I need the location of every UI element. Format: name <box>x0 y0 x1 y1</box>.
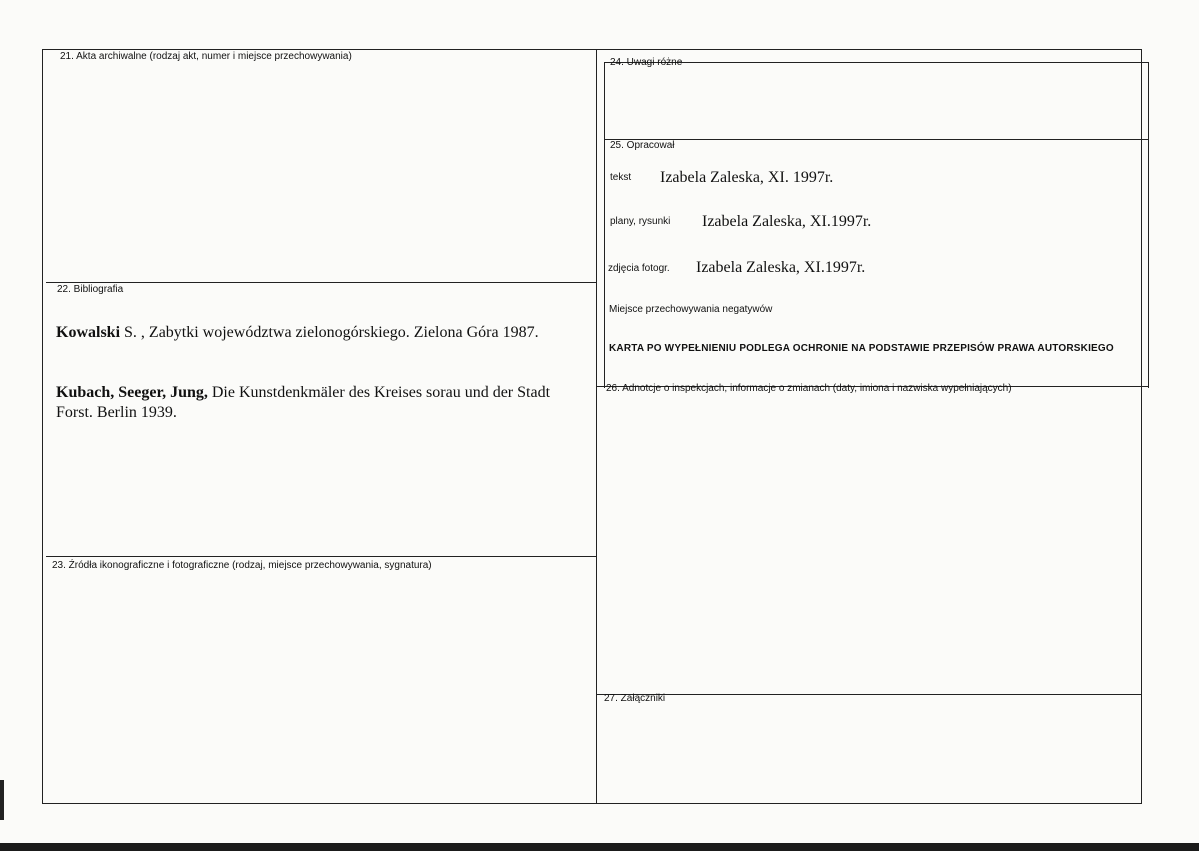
section-27-label: 27. Załączniki <box>604 693 666 704</box>
s26-s27-divider <box>597 694 1142 695</box>
bibliography-text-2: Die Kunstdenkmäler des Kreises sorau und der Stadt <box>207 384 551 401</box>
copyright-notice: KARTA PO WYPEŁNIENIU PODLEGA OCHRONIE NA PODSTAWIE PRZEPISÓW PRAWA AUTORSKIEGO <box>609 343 1114 354</box>
section-26-label: 26. Adnotcje o inspekcjach, informacje o zmianach (daty, imiona i nazwiska wypełniających) <box>606 383 1012 394</box>
tekst-value: Izabela Zaleska, XI. 1997r. <box>660 169 834 186</box>
section-21-label: 21. Akta archiwalne (rodzaj akt, numer i miejsce przechowywania) <box>60 51 352 62</box>
scan-bottom-edge <box>0 843 1199 851</box>
right-column-edge <box>1148 62 1149 388</box>
bibliography-entry-2 <box>56 383 596 423</box>
bibliography-entry-1 <box>56 323 596 343</box>
bibliography-author-1: Kowalski <box>56 324 121 341</box>
plany-value: Izabela Zaleska, XI.1997r. <box>702 213 872 230</box>
right-inner-edge <box>604 62 605 388</box>
column-divider <box>596 49 597 804</box>
section-25-label: 25. Opracował <box>610 140 675 151</box>
section-22-label: 22. Bibliografia <box>57 284 124 295</box>
section-24-label: 24. Uwagi różne <box>610 57 683 68</box>
negatywy-label: Miejsce przechowywania negatywów <box>609 304 773 315</box>
scan-left-mark <box>0 780 4 820</box>
s24-top-line <box>604 62 1149 63</box>
bibliography-text-1: S. , Zabytki województwa zielonogórskiego. Zielona Góra 1987. <box>120 324 539 341</box>
tekst-label: tekst <box>610 172 632 183</box>
form-outer-frame <box>42 49 1142 804</box>
bibliography-author-2: Kubach, Seeger, Jung, <box>56 384 208 401</box>
section-23-label: 23. Źródła ikonograficzne i fotograficzne (rodzaj, miejsce przechowywania, sygnatura) <box>52 560 432 571</box>
plany-label: plany, rysunki <box>610 216 671 227</box>
zdjecia-label: zdjęcia fotogr. <box>608 263 670 274</box>
s21-s22-divider <box>46 282 596 283</box>
s22-s23-divider <box>46 556 596 557</box>
s24-s25-divider <box>604 139 1149 140</box>
bibliography-text-2-line2: Forst. Berlin 1939. <box>56 404 177 421</box>
zdjecia-value: Izabela Zaleska, XI.1997r. <box>696 259 866 276</box>
